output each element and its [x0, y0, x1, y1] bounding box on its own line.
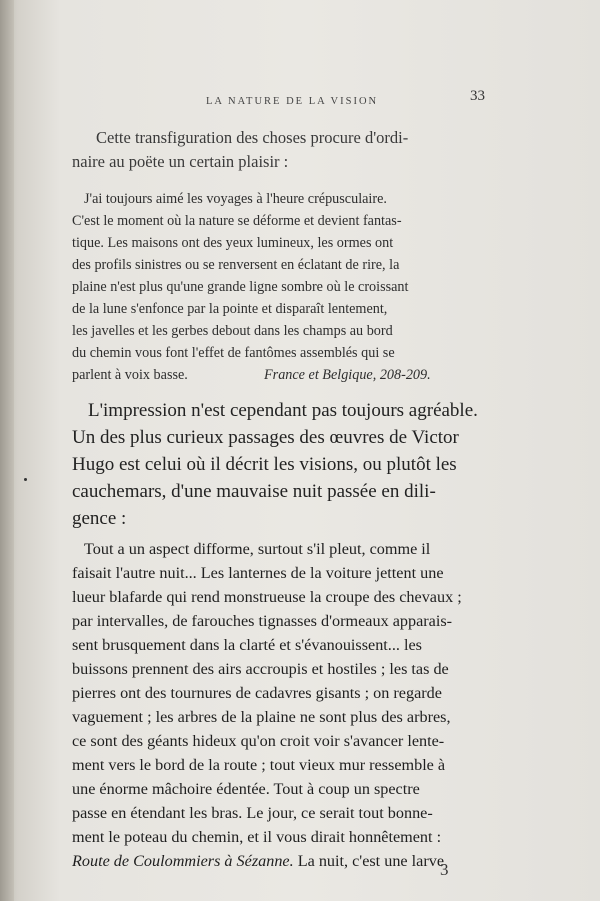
quote2-line: par intervalles, de farouches tignasses d'ormeaux apparais-	[72, 612, 453, 630]
quote2-line: ce sont des géants hideux qu'on croit voir s'avancer lente-	[72, 732, 445, 750]
quote2-line: Tout a un aspect difforme, surtout s'il pleut, comme il	[84, 540, 431, 558]
quote2-line: une énorme mâchoire édentée. Tout à coup un spectre	[72, 780, 420, 798]
quote2-line: pierres ont des tournures de cadavres gisants ; on regarde	[72, 684, 442, 702]
quote2-line: sent brusquement dans la clarté et s'évanouissent... les	[72, 636, 422, 654]
quote1-line: plaine n'est plus qu'une grande ligne sombre où le croissant	[72, 279, 409, 295]
quote1-line: des profils sinistres ou se renversent en éclatant de rire, la	[72, 257, 400, 273]
route-name: Route de Coulommiers à Sézanne.	[72, 852, 294, 870]
quote2-line: passe en étendant les bras. Le jour, ce serait tout bonne-	[72, 804, 433, 822]
quote2-line: ment le poteau du chemin, et il vous dirait honnêtement :	[72, 828, 442, 846]
page-number: 33	[470, 88, 485, 104]
quote2-line: ment vers le bord de la route ; tout vieux mur ressemble à	[72, 756, 446, 774]
running-head: LA NATURE DE LA VISION	[206, 96, 379, 107]
quote1-line: parlent à voix basse.	[72, 367, 188, 383]
quote2-line: vaguement ; les arbres de la plaine ne sont plus des arbres,	[72, 708, 451, 726]
body-line: cauchemars, d'une mauvaise nuit passée en dili-	[72, 481, 436, 502]
quote1-line: du chemin vous font l'effet de fantômes assemblés qui se	[72, 345, 395, 361]
quote1-line: tique. Les maisons ont des yeux lumineux, les ormes ont	[72, 235, 394, 251]
quote2-line: lueur blafarde qui rend monstrueuse la croupe des chevaux ;	[72, 588, 462, 606]
quote2-line: buissons prennent des airs accroupis et hostiles ; les tas de	[72, 660, 449, 678]
quote1-line: de la lune s'enfonce par la pointe et disparaît lentement,	[72, 301, 388, 317]
body-line: gence :	[72, 508, 127, 529]
quote1-line: les javelles et les gerbes debout dans les champs au bord	[72, 323, 393, 339]
ink-speck	[24, 478, 27, 481]
intro-line: naire au poëte un certain plaisir :	[72, 152, 289, 171]
quote2-last-rest: La nuit, c'est une larve	[293, 852, 444, 870]
signature-mark: 3	[440, 860, 449, 879]
body-line: Hugo est celui où il décrit les visions, ou plutôt les	[72, 454, 457, 475]
body-line: Un des plus curieux passages des œuvres de Victor	[72, 427, 459, 448]
quote1-line: J'ai toujours aimé les voyages à l'heure crépusculaire.	[84, 191, 387, 207]
quote2-line: faisait l'autre nuit... Les lanternes de la voiture jettent une	[72, 564, 444, 582]
quote1-line: C'est le moment où la nature se déforme et devient fantas-	[72, 213, 402, 229]
quote1-citation: France et Belgique, 208-209.	[264, 367, 431, 383]
body-line: L'impression n'est cependant pas toujours agréable.	[88, 400, 478, 421]
page-gutter	[0, 0, 14, 901]
quote2-last-line	[72, 852, 444, 871]
intro-line: Cette transfiguration des choses procure d'ordi-	[96, 128, 409, 147]
